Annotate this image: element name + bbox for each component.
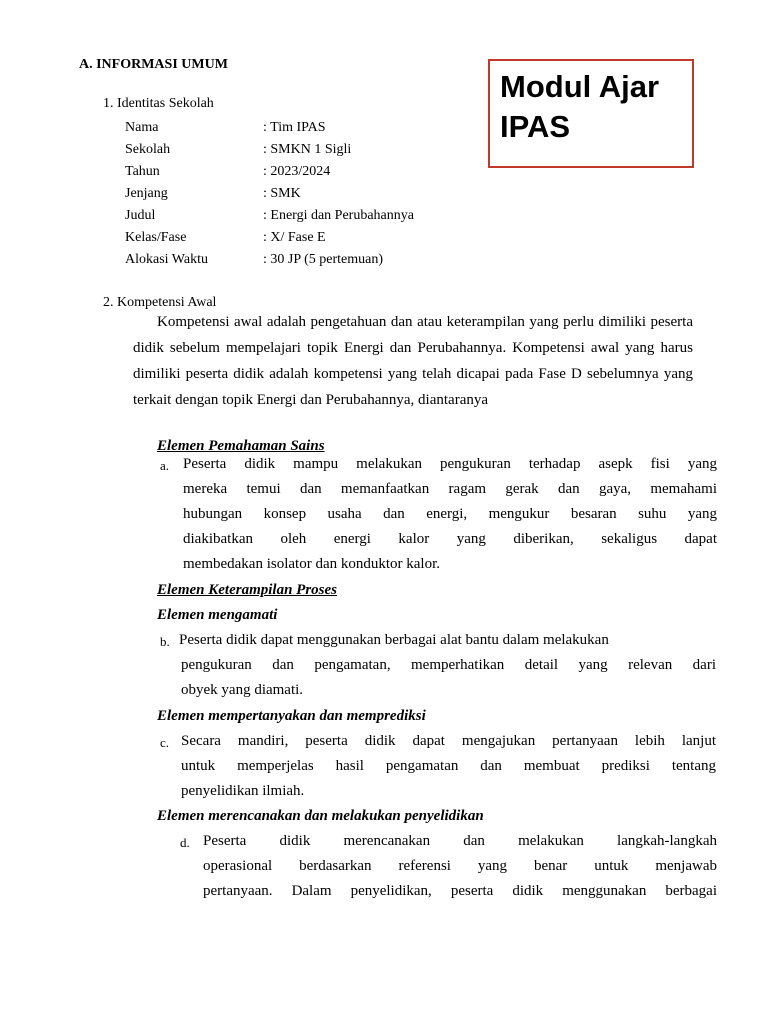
title-box [488,59,694,168]
item-line: Secara mandiri, peserta didik dapat mengajukan pertanyaan lebih lanjut [181,733,716,749]
item-line: membedakan isolator dan konduktor kalor. [183,556,441,572]
kompetensi-heading: 2. Kompetensi Awal [103,295,217,310]
item-line: pertanyaan. Dalam penyelidikan, peserta didik menggunakan berbagai [203,883,717,899]
identitas-label: Judul [125,208,156,223]
list-item-a [183,452,717,577]
kompetensi-paragraph: Kompetensi awal adalah pengetahuan dan atau keterampilan yang perlu dimiliki peserta didik sebelum mempelajari topik Energi dan Perubahannya. Kompetensi awal yang harus dimiliki peserta didik adalah kompetensi yang telah dicapai pada Fase D sebelumnya yang terkait dengan topik Energi dan Perubahannya, diantaranya [133,314,693,408]
identitas-label: Nama [125,120,159,135]
item-line: Peserta didik dapat menggunakan berbagai alat bantu dalam melakukan [179,632,609,648]
identitas-label: Sekolah [125,142,171,157]
element-heading-mengamati: Elemen mengamati [157,607,278,623]
item-line: Peserta didik merencanakan dan melakukan langkah-langkah [203,833,717,849]
item-line: obyek yang diamati. [181,682,304,698]
section-heading: A. INFORMASI UMUM [79,57,228,72]
list-item-b [181,628,716,703]
item-line: diakibatkan oleh energi kalor yang diberikan, sekaligus dapat [183,531,717,547]
element-heading-keterampilan: Elemen Keterampilan Proses [157,582,337,598]
list-item-c [181,729,716,804]
identitas-value: : SMKN 1 Sigli [263,142,352,157]
identitas-value: : 2023/2024 [263,164,331,179]
list-item-d [203,829,717,904]
item-line: operasional berdasarkan referensi yang benar untuk menjawab [203,858,717,874]
element-heading-mempertanyakan: Elemen mempertanyakan dan memprediksi [157,708,426,724]
item-line: pengukuran dan pengamatan, memperhatikan detail yang relevan dari [181,657,716,673]
item-line: Peserta didik mampu melakukan pengukuran terhadap asepk fisi yang [183,456,717,472]
identitas-value: : Energi dan Perubahannya [263,208,414,223]
identitas-value: : Tim IPAS [263,120,326,135]
list-marker: a. [160,458,170,473]
identitas-label: Kelas/Fase [125,230,187,245]
element-heading-pemahaman: Elemen Pemahaman Sains [157,438,325,454]
item-line: untuk memperjelas hasil pengamatan dan membuat prediksi tentang [181,758,716,774]
identitas-value: : 30 JP (5 pertemuan) [263,252,384,267]
item-line: mereka temui dan memanfaatkan ragam gerak dan gaya, memahami [183,481,717,497]
title-line-2: IPAS [500,109,571,144]
item-line: hubungan konsep usaha dan energi, mengukur besaran suhu yang [183,506,717,522]
title-line-1: Modul Ajar [500,69,660,104]
identitas-value: : X/ Fase E [263,230,326,245]
element-heading-merencanakan: Elemen merencanakan dan melakukan penyelidikan [157,808,484,824]
identitas-label: Jenjang [125,186,168,201]
identitas-heading: 1. Identitas Sekolah [103,96,214,111]
identitas-label: Tahun [125,164,160,179]
identitas-label: Alokasi Waktu [125,252,208,267]
item-line: penyelidikan ilmiah. [181,783,305,799]
list-marker: b. [160,634,170,649]
list-marker: c. [160,735,170,750]
identitas-value: : SMK [263,186,301,201]
list-marker: d. [180,835,190,850]
